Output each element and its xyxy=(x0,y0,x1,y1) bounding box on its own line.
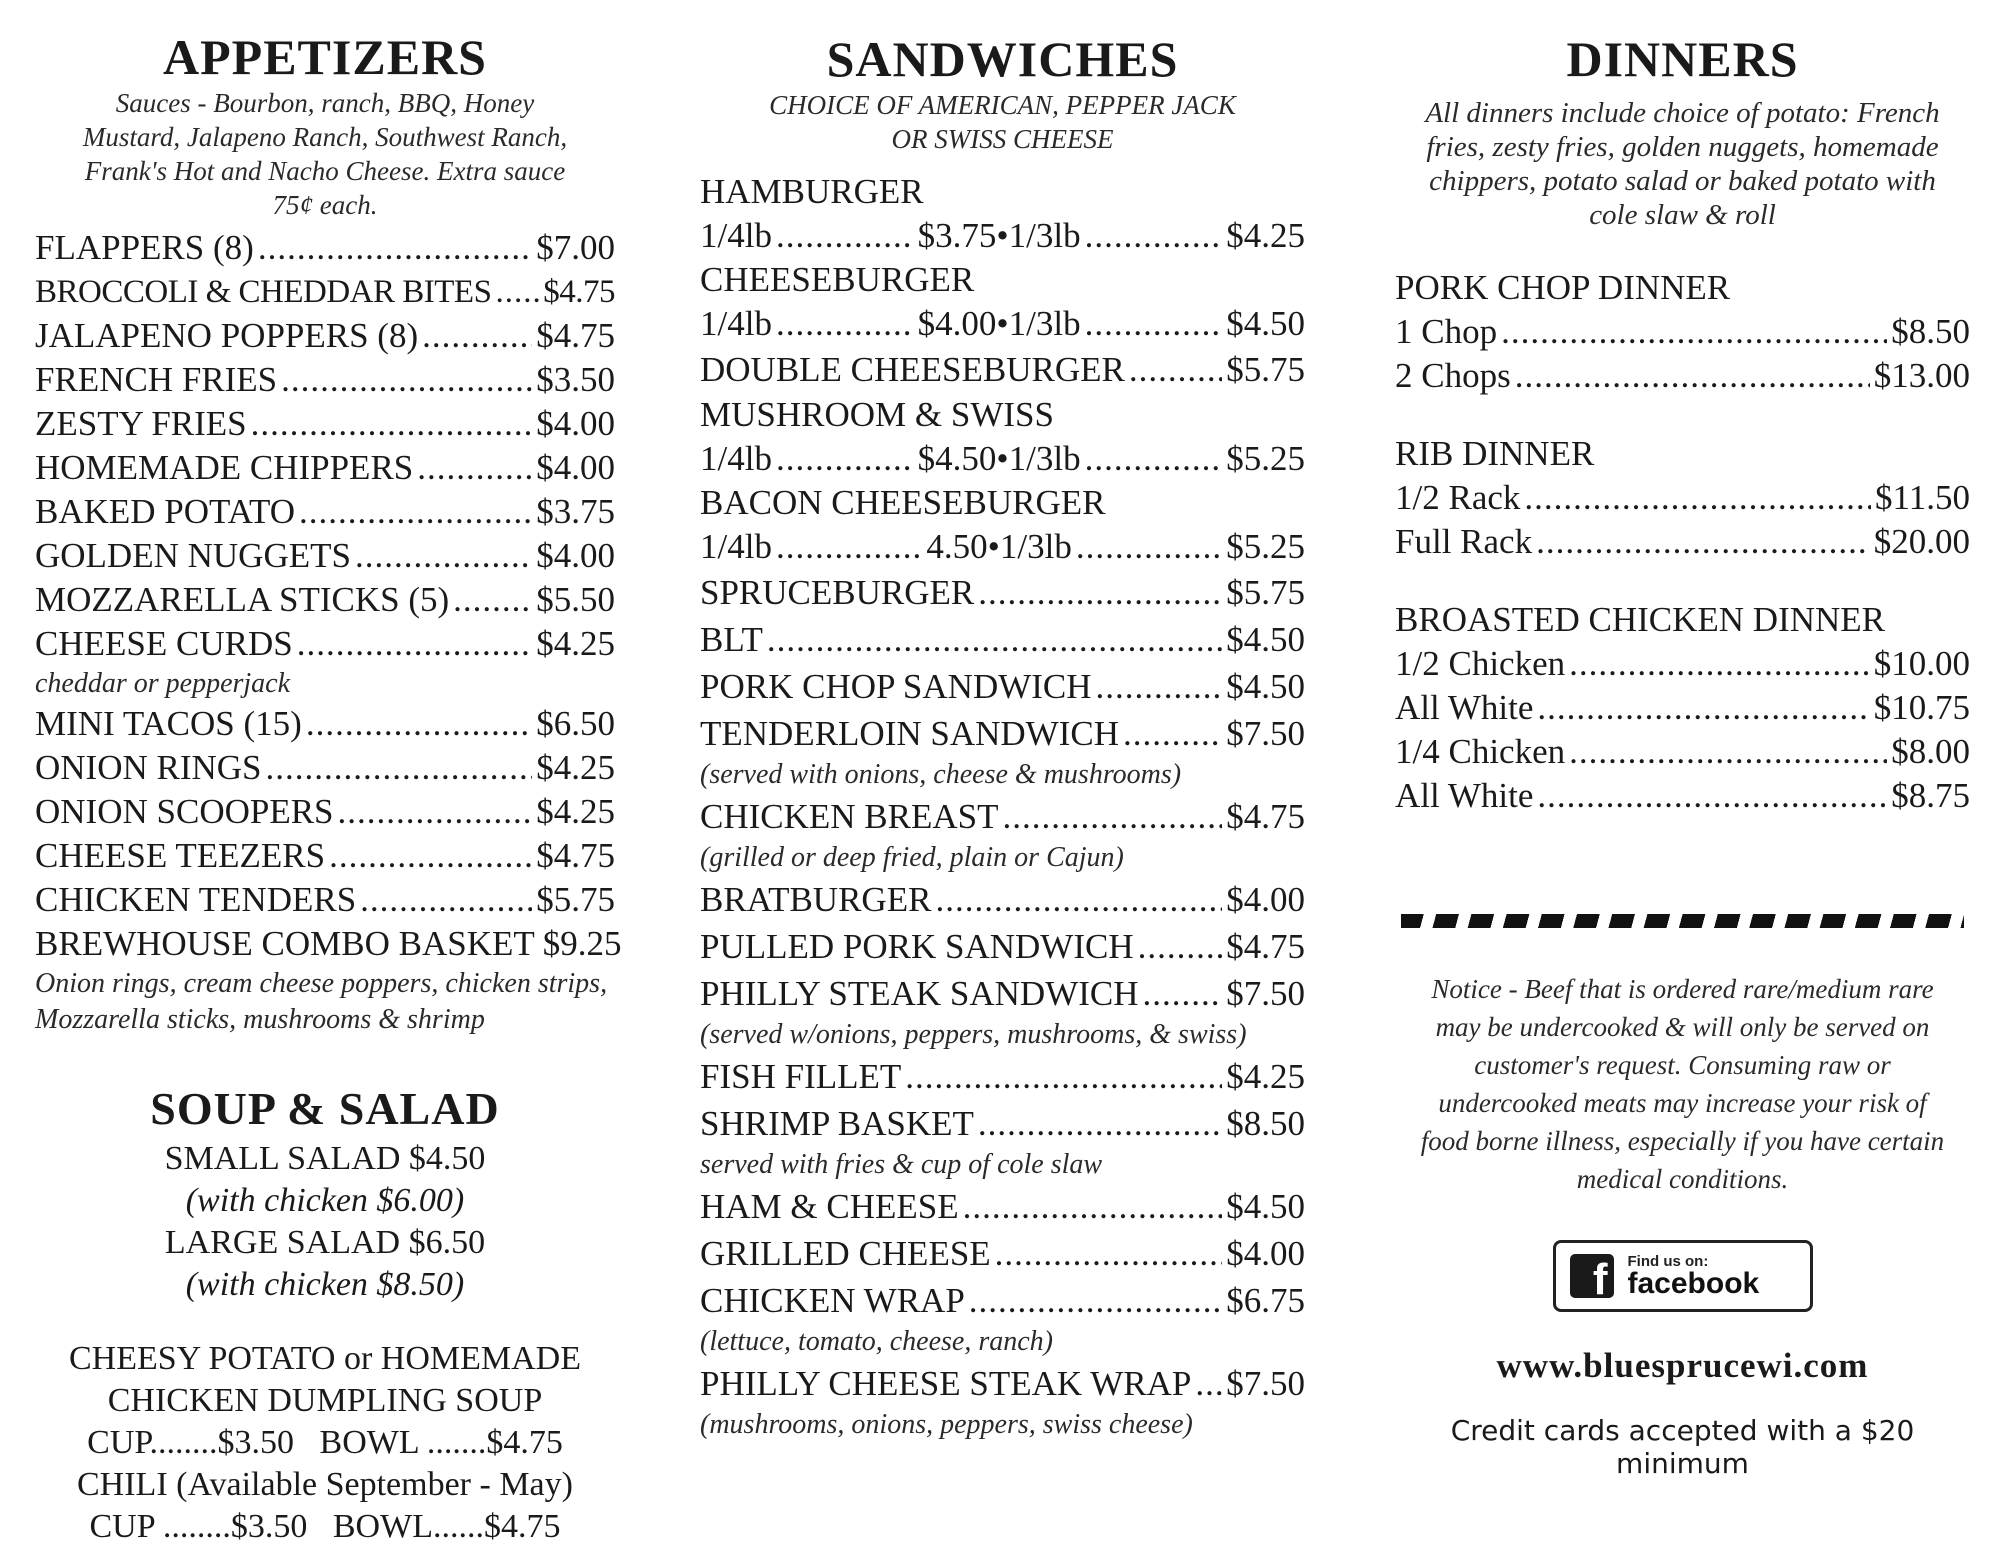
dot-leader xyxy=(1085,214,1223,258)
bullet-separator: • xyxy=(996,439,1009,478)
item-name: FRENCH FRIES xyxy=(35,360,278,399)
menu-item-row xyxy=(1395,730,1970,774)
item-price: $3.50 xyxy=(536,360,615,399)
item-price: $8.50 xyxy=(1226,1104,1305,1143)
menu-item-row xyxy=(700,616,1305,663)
chili-prices: CUP ........$3.50 BOWL......$4.75 xyxy=(89,1508,561,1545)
item-name: DOUBLE CHEESEBURGER xyxy=(700,350,1125,389)
menu-item-row xyxy=(700,1183,1305,1230)
size-price: $4.50 xyxy=(1226,304,1305,343)
item-name: MUSHROOM & SWISS xyxy=(700,395,1054,434)
item-name: CHEESE CURDS xyxy=(35,624,293,663)
menu-item-row xyxy=(700,923,1305,970)
dot-leader xyxy=(306,702,532,746)
item-name: MINI TACOS (15) xyxy=(35,704,302,743)
item-price: $13.00 xyxy=(1873,356,1970,395)
dinner-group-title: RIB DINNER xyxy=(1395,434,1595,473)
dot-leader xyxy=(1536,520,1870,564)
soup-line-1: CHEESY POTATO or HOMEMADE xyxy=(68,1340,581,1377)
item-price: $4.75 xyxy=(536,316,615,355)
menu-item-row xyxy=(35,622,615,666)
item-price: $4.50 xyxy=(1226,1187,1305,1226)
dot-leader xyxy=(1515,354,1870,398)
facebook-badge-wrap[interactable] xyxy=(1395,1240,1970,1312)
item-price: $11.50 xyxy=(1875,478,1970,517)
item-name: MOZZARELLA STICKS (5) xyxy=(35,580,450,619)
item-name: PULLED PORK SANDWICH xyxy=(700,927,1134,966)
item-price: $7.50 xyxy=(1226,714,1305,753)
item-price: $4.25 xyxy=(536,748,615,787)
menu-item-row xyxy=(1395,476,1970,520)
dot-leader xyxy=(297,622,533,666)
item-name: Full Rack xyxy=(1395,522,1533,561)
menu-item-row xyxy=(700,1100,1305,1147)
size-label: 1/3lb xyxy=(1008,216,1081,255)
dinners-title: DINNERS xyxy=(1566,31,1799,87)
item-price: $4.75 xyxy=(1226,927,1305,966)
size-label: 1/3lb xyxy=(1008,439,1081,478)
dot-leader xyxy=(776,525,922,569)
item-name: CHICKEN BREAST xyxy=(700,797,999,836)
menu-item-row xyxy=(700,569,1305,616)
size-price: $5.25 xyxy=(1226,527,1305,566)
dinners-list xyxy=(1395,266,1970,818)
menu-item-row xyxy=(1395,686,1970,730)
dot-leader xyxy=(995,1230,1223,1277)
menu-item-row xyxy=(700,663,1305,710)
menu-item-row xyxy=(35,790,615,834)
item-price: $10.75 xyxy=(1873,688,1970,727)
size-price: $3.75 xyxy=(917,216,997,255)
menu-item-row xyxy=(35,490,615,534)
dot-leader xyxy=(776,437,914,481)
item-note: Onion rings, cream cheese poppers, chicken strips, Mozzarella sticks, mushrooms & shrimp xyxy=(35,968,608,1035)
bullet-separator: • xyxy=(987,527,1000,566)
menu-item-row xyxy=(35,534,615,578)
dot-leader xyxy=(422,314,532,358)
size-price: $5.25 xyxy=(1226,439,1305,478)
dot-leader xyxy=(417,446,532,490)
dot-leader xyxy=(1096,663,1223,710)
menu-item-row xyxy=(700,876,1305,923)
item-name: FISH FILLET xyxy=(700,1057,902,1096)
menu-item-row xyxy=(35,922,622,966)
item-name: BAKED POTATO xyxy=(35,492,296,531)
dot-leader xyxy=(1143,970,1223,1017)
item-name: BREWHOUSE COMBO BASKET xyxy=(35,924,535,963)
item-price: $4.25 xyxy=(536,624,615,663)
item-price: $4.00 xyxy=(536,404,615,443)
size-label: 1/3lb xyxy=(999,527,1072,566)
sandwiches-column xyxy=(700,0,1305,1545)
menu-item-row xyxy=(1395,354,1970,398)
item-price: $5.75 xyxy=(1226,573,1305,612)
dot-leader xyxy=(776,214,914,258)
appetizers-column xyxy=(35,0,622,1545)
notice-text: Notice - Beef that is ordered rare/medium rare may be undercooked & will only be served on customer's request. Consuming raw or undercooked meats may increase your risk of food borne illness, especially if you have certain medical conditions. xyxy=(1420,974,1945,1194)
soup-salad-title: SOUP & SALAD xyxy=(150,1083,500,1134)
size-label: 1/4lb xyxy=(700,216,772,255)
dot-leader xyxy=(1501,310,1887,354)
dot-leader xyxy=(1537,774,1887,818)
dinner-group-title: BROASTED CHICKEN DINNER xyxy=(1395,600,1885,639)
item-name: 1 Chop xyxy=(1395,312,1498,351)
item-name: All White xyxy=(1395,776,1534,815)
item-price: $4.75 xyxy=(536,836,615,875)
sauces-note: Sauces - Bourbon, ranch, BBQ, Honey Mustard, Jalapeno Ranch, Southwest Ranch, Frank's Hot and Nacho Cheese. Extra sauce 75¢ each. xyxy=(82,88,568,220)
item-price: $8.50 xyxy=(1891,312,1970,351)
facebook-icon: f xyxy=(1570,1254,1614,1298)
soup-prices: CUP........$3.50 BOWL .......$4.75 xyxy=(87,1424,563,1461)
menu-item-row xyxy=(35,226,615,270)
menu-item-row xyxy=(35,446,615,490)
item-note: cheddar or pepperjack xyxy=(35,668,291,699)
dot-leader xyxy=(1076,525,1222,569)
size-price-row xyxy=(700,214,1305,258)
dot-leader xyxy=(1003,793,1223,840)
item-price: $20.00 xyxy=(1873,522,1970,561)
bullet-separator: • xyxy=(996,304,1009,343)
item-name: 2 Chops xyxy=(1395,356,1511,395)
sandwiches-list xyxy=(700,170,1305,1443)
menu-item-row xyxy=(700,970,1305,1017)
item-price: $5.75 xyxy=(1226,350,1305,389)
dot-leader xyxy=(495,270,539,314)
size-price-row xyxy=(700,437,1305,481)
dot-leader xyxy=(776,302,914,346)
item-price: $4.00 xyxy=(536,448,615,487)
item-price: $9.25 xyxy=(542,924,622,963)
size-label: 1/4lb xyxy=(700,439,772,478)
menu-item-row xyxy=(700,1277,1305,1324)
item-price: $4.00 xyxy=(536,536,615,575)
menu-item-row xyxy=(35,402,615,446)
item-price: $6.75 xyxy=(1226,1281,1305,1320)
item-price: $4.50 xyxy=(1226,620,1305,659)
item-note: served with fries & cup of cole slaw xyxy=(700,1149,1103,1180)
item-note: (grilled or deep fried, plain or Cajun) xyxy=(700,842,1124,873)
menu-item-row xyxy=(1395,774,1970,818)
item-price: $4.75 xyxy=(543,274,615,310)
dot-leader xyxy=(258,226,532,270)
item-name: SHRIMP BASKET xyxy=(700,1104,974,1143)
item-name: CHEESE TEEZERS xyxy=(35,836,326,875)
item-name: ZESTY FRIES xyxy=(35,404,247,443)
dot-leader xyxy=(1195,1360,1222,1407)
dot-leader xyxy=(1524,476,1871,520)
dot-leader xyxy=(338,790,533,834)
chili-line: CHILI (Available September - May) xyxy=(77,1466,573,1503)
item-price: $4.75 xyxy=(1226,797,1305,836)
dot-leader xyxy=(767,616,1222,663)
size-price-row xyxy=(700,525,1305,569)
item-name: CHICKEN WRAP xyxy=(700,1281,965,1320)
item-name: BROCCOLI & CHEDDAR BITES xyxy=(35,274,492,310)
item-note: (served w/onions, peppers, mushrooms, & swiss) xyxy=(700,1019,1247,1050)
appetizers-title: APPETIZERS xyxy=(163,29,487,85)
dot-leader xyxy=(1085,437,1223,481)
item-name: ONION RINGS xyxy=(35,748,262,787)
dot-leader xyxy=(969,1277,1222,1324)
facebook-find-us: Find us on: xyxy=(1627,1252,1709,1270)
dot-leader xyxy=(453,578,532,622)
item-price: $3.75 xyxy=(536,492,615,531)
sandwiches-title: SANDWICHES xyxy=(826,31,1179,87)
dot-leader xyxy=(1569,642,1870,686)
menu-item-row xyxy=(700,1053,1305,1100)
item-name: BACON CHEESEBURGER xyxy=(700,483,1106,522)
dot-leader xyxy=(978,1100,1222,1147)
menu-item-row xyxy=(1395,520,1970,564)
dot-leader xyxy=(251,402,533,446)
menu-item-row xyxy=(35,270,615,314)
website-link[interactable]: www.bluesprucewi.com xyxy=(1496,1346,1869,1385)
item-name: HOMEMADE CHIPPERS xyxy=(35,448,414,487)
size-price: $4.50 xyxy=(917,439,997,478)
item-price: $5.50 xyxy=(536,580,615,619)
menu-item-row xyxy=(35,746,615,790)
item-name: BRATBURGER xyxy=(700,880,932,919)
size-label: 1/3lb xyxy=(1008,304,1081,343)
menu-item-row xyxy=(700,793,1305,840)
large-salad: LARGE SALAD $6.50 xyxy=(164,1224,486,1261)
dinners-intro: All dinners include choice of potato: French fries, zesty fries, golden nuggets, homemade chippers, potato salad or baked potato with cole slaw & roll xyxy=(1425,97,1940,231)
dot-leader xyxy=(978,569,1222,616)
menu-item-row xyxy=(35,578,615,622)
item-name: HAMBURGER xyxy=(700,172,924,211)
item-name: PHILLY STEAK SANDWICH xyxy=(700,974,1139,1013)
item-name: GRILLED CHEESE xyxy=(700,1234,991,1273)
item-name: 1/2 Rack xyxy=(1395,478,1521,517)
menu-item-row xyxy=(1395,642,1970,686)
item-price: $10.00 xyxy=(1873,644,1970,683)
item-name: FLAPPERS (8) xyxy=(35,228,254,267)
dot-leader xyxy=(360,878,532,922)
dot-leader xyxy=(1129,346,1222,393)
item-price: $6.50 xyxy=(536,704,615,743)
size-price: 4.50 xyxy=(926,527,988,566)
menu-item-row xyxy=(700,1230,1305,1277)
item-name: JALAPENO POPPERS (8) xyxy=(35,316,419,355)
item-name: CHEESEBURGER xyxy=(700,260,975,299)
item-name: SPRUCEBURGER xyxy=(700,573,975,612)
item-price: $7.00 xyxy=(536,228,615,267)
dot-leader xyxy=(1569,730,1887,774)
decorative-divider xyxy=(1401,914,1964,928)
menu-item-row xyxy=(35,358,615,402)
facebook-wordmark: facebook xyxy=(1627,1266,1760,1300)
credit-note: Credit cards accepted with a $20 minimum xyxy=(1450,1414,1915,1480)
small-salad-chicken: (with chicken $6.00) xyxy=(185,1182,465,1219)
item-name: TENDERLOIN SANDWICH xyxy=(700,714,1119,753)
dot-leader xyxy=(1537,686,1869,730)
dot-leader xyxy=(905,1053,1222,1100)
dinner-group-title: PORK CHOP DINNER xyxy=(1395,268,1731,307)
appetizers-list xyxy=(35,226,622,1038)
dot-leader xyxy=(355,534,532,578)
item-price: $5.75 xyxy=(536,880,615,919)
bullet-separator: • xyxy=(996,216,1009,255)
dinners-column xyxy=(1395,0,1970,1545)
item-note: (served with onions, cheese & mushrooms) xyxy=(700,759,1182,790)
item-price: $8.00 xyxy=(1891,732,1970,771)
facebook-badge[interactable] xyxy=(1553,1240,1813,1312)
cheese-note: CHOICE OF AMERICAN, PEPPER JACK OR SWISS CHEESE xyxy=(769,90,1236,154)
size-label: 1/4lb xyxy=(700,304,772,343)
small-salad: SMALL SALAD $4.50 xyxy=(164,1140,486,1177)
item-name: CHICKEN TENDERS xyxy=(35,880,357,919)
dot-leader xyxy=(281,358,532,402)
size-price: $4.25 xyxy=(1226,216,1305,255)
dot-leader xyxy=(1138,923,1223,970)
dot-leader xyxy=(329,834,532,878)
menu-item-row xyxy=(700,346,1305,393)
menu-item-row xyxy=(35,878,615,922)
item-name: 1/4 Chicken xyxy=(1395,732,1566,771)
dot-leader xyxy=(1085,302,1223,346)
item-name: 1/2 Chicken xyxy=(1395,644,1566,683)
item-note: (lettuce, tomato, cheese, ranch) xyxy=(700,1326,1053,1357)
menu-item-row xyxy=(35,834,615,878)
item-name: HAM & CHEESE xyxy=(700,1187,959,1226)
item-price: $4.25 xyxy=(536,792,615,831)
size-price: $4.00 xyxy=(917,304,997,343)
menu-item-row xyxy=(35,702,615,746)
item-price: $4.00 xyxy=(1226,880,1305,919)
size-label: 1/4lb xyxy=(700,527,772,566)
dot-leader xyxy=(963,1183,1223,1230)
menu-item-row xyxy=(1395,310,1970,354)
dot-leader xyxy=(299,490,532,534)
item-name: ONION SCOOPERS xyxy=(35,792,334,831)
item-price: $7.50 xyxy=(1226,1364,1305,1403)
item-name: GOLDEN NUGGETS xyxy=(35,536,351,575)
large-salad-chicken: (with chicken $8.50) xyxy=(185,1266,465,1303)
item-price: $7.50 xyxy=(1226,974,1305,1013)
item-note: (mushrooms, onions, peppers, swiss cheese) xyxy=(700,1409,1193,1440)
item-name: All White xyxy=(1395,688,1534,727)
item-name: PORK CHOP SANDWICH xyxy=(700,667,1092,706)
dot-leader xyxy=(1123,710,1222,757)
item-price: $4.00 xyxy=(1226,1234,1305,1273)
item-name: BLT xyxy=(700,620,763,659)
soup-line-2: CHICKEN DUMPLING SOUP xyxy=(107,1382,543,1419)
menu-item-row xyxy=(35,314,615,358)
menu-item-row xyxy=(700,1360,1305,1407)
size-price-row xyxy=(700,302,1305,346)
item-price: $4.25 xyxy=(1226,1057,1305,1096)
dot-leader xyxy=(266,746,533,790)
item-price: $8.75 xyxy=(1891,776,1970,815)
dot-leader xyxy=(935,876,1222,923)
item-price: $4.50 xyxy=(1226,667,1305,706)
item-name: PHILLY CHEESE STEAK WRAP xyxy=(700,1364,1192,1403)
menu-item-row xyxy=(700,710,1305,757)
